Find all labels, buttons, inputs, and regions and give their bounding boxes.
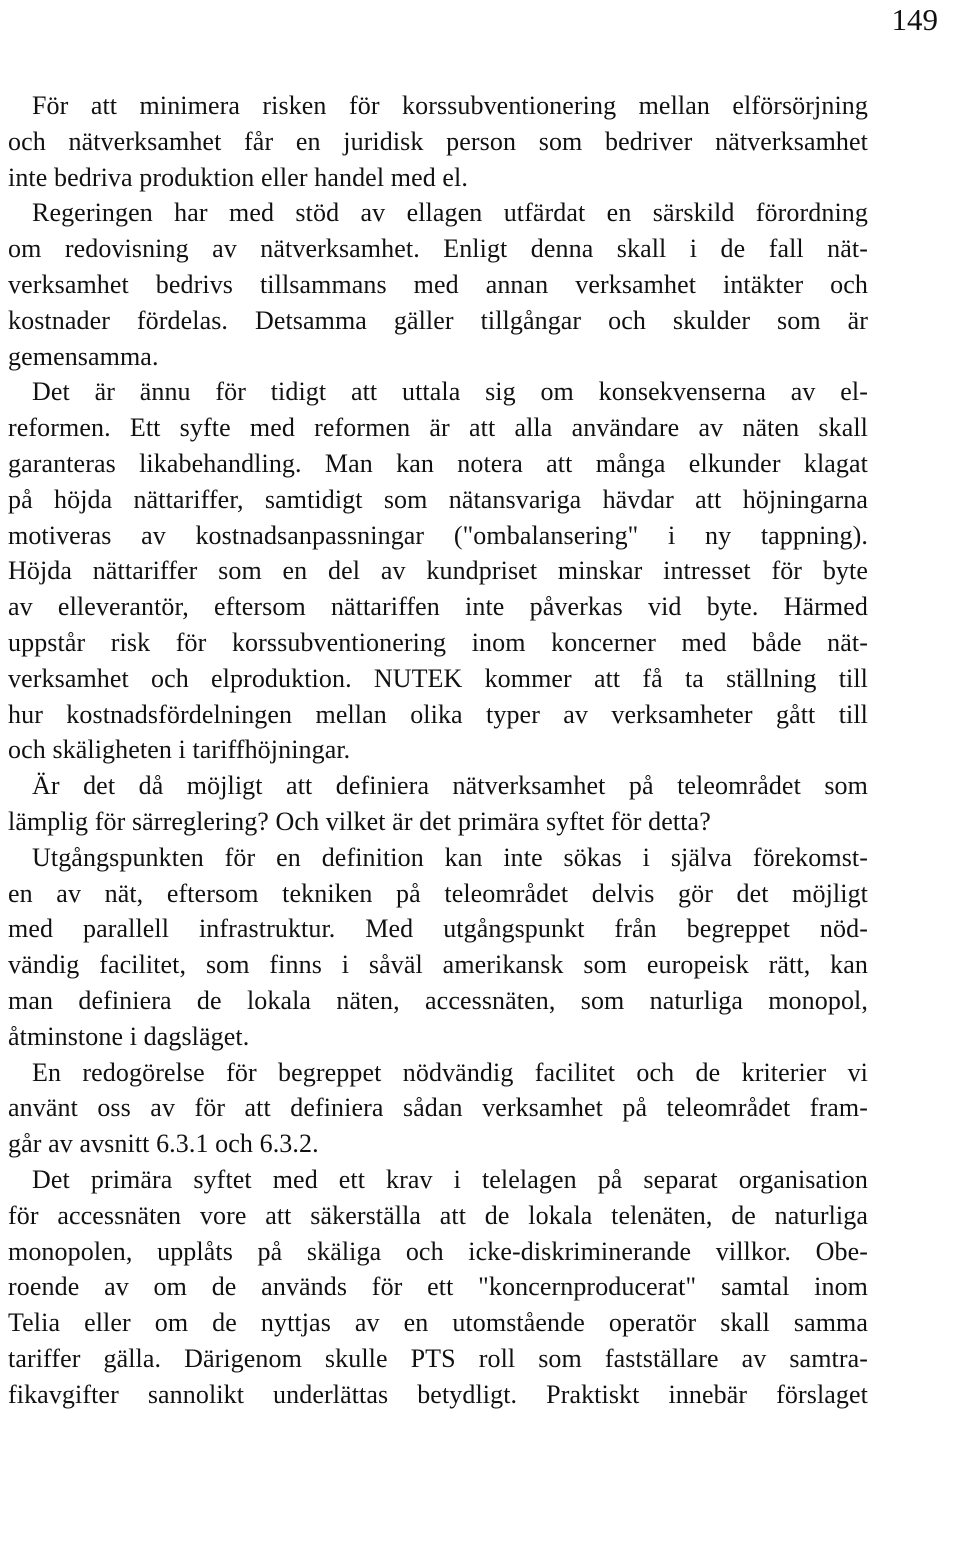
text-line: roende av om de används för ett "koncernproducerat" samtal inom — [8, 1272, 868, 1302]
text-line: reformen. Ett syfte med reformen är att alla användare av näten skall — [8, 413, 868, 443]
text-line: inte bedriva produktion eller handel med el. — [8, 162, 468, 192]
text-line: åtminstone i dagsläget. — [8, 1021, 250, 1051]
text-line: går av avsnitt 6.3.1 och 6.3.2. — [8, 1129, 319, 1159]
text-line: tariffer gälla. Därigenom skulle PTS roll som fastställare av samtra- — [8, 1343, 868, 1373]
text-line: fikavgifter sannolikt underlättas betydligt. Praktiskt innebär förslaget — [8, 1379, 868, 1409]
text-line: Regeringen har med stöd av ellagen utfärdat en särskild förordning — [32, 198, 868, 228]
text-line: med parallell infrastruktur. Med utgångspunkt från begreppet nöd- — [8, 914, 868, 944]
text-line: En redogörelse för begreppet nödvändig facilitet och de kriterier vi — [32, 1057, 868, 1087]
text-line: om redovisning av nätverksamhet. Enligt denna skall i de fall nät- — [8, 234, 868, 264]
text-line: vändig facilitet, som finns i såväl amerikansk som europeisk rätt, kan — [8, 950, 868, 980]
text-line: Det är ännu för tidigt att uttala sig om konsekvenserna av el- — [32, 377, 868, 407]
text-line: på höjda nättariffer, samtidigt som nätansvariga hävdar att höjningarna — [8, 484, 868, 514]
text-line: av elleverantör, eftersom nättariffen inte påverkas vid byte. Härmed — [8, 592, 868, 622]
text-line: Utgångspunkten för en definition kan inte sökas i själva förekomst- — [32, 842, 868, 872]
text-line: uppstår risk för korssubventionering inom koncerner med både nät- — [8, 627, 868, 657]
text-line: en av nät, eftersom tekniken på teleområdet delvis gör det möjligt — [8, 878, 868, 908]
text-line: motiveras av kostnadsanpassningar ("ombalansering" i ny tappning). — [8, 520, 868, 550]
text-line: och skäligheten i tariffhöjningar. — [8, 735, 351, 765]
text-line: Telia eller om de nyttjas av en utomstående operatör skall samma — [8, 1308, 868, 1338]
text-line: man definiera de lokala näten, accessnäten, som naturliga monopol, — [8, 985, 868, 1015]
text-line: och nätverksamhet får en juridisk person som bedriver nätverksamhet — [8, 126, 868, 156]
text-line: Höjda nättariffer som en del av kundpriset minskar intresset för byte — [8, 556, 868, 586]
text-line: för accessnäten vore att säkerställa att de lokala telenäten, de naturliga — [8, 1200, 868, 1230]
text-line: monopolen, upplåts på skäliga och icke-diskriminerande villkor. Obe- — [8, 1236, 868, 1266]
text-line: lämplig för särreglering? Och vilket är det primära syftet för detta? — [8, 806, 711, 836]
page-number: 149 — [891, 2, 938, 37]
text-line: Är det då möjligt att definiera nätverksamhet på teleområdet som — [32, 771, 868, 801]
text-line: Det primära syftet med ett krav i telelagen på separat organisation — [32, 1164, 868, 1194]
text-line: verksamhet och elproduktion. NUTEK kommer att få ta ställning till — [8, 663, 868, 693]
text-line: kostnader fördelas. Detsamma gäller tillgångar och skulder som är — [8, 305, 868, 335]
text-line: använt oss av för att definiera sådan verksamhet på teleområdet fram- — [8, 1093, 868, 1123]
text-line: För att minimera risken för korssubventionering mellan elförsörjning — [32, 91, 868, 120]
text-line: garanteras likabehandling. Man kan notera att många elkunder klagat — [8, 448, 868, 478]
text-line: verksamhet bedrivs tillsammans med annan verksamhet intäkter och — [8, 269, 868, 299]
text-line: hur kostnadsfördelningen mellan olika typer av verksamheter gått till — [8, 699, 868, 729]
text-line: gemensamma. — [8, 341, 159, 371]
body-text — [8, 88, 868, 1412]
